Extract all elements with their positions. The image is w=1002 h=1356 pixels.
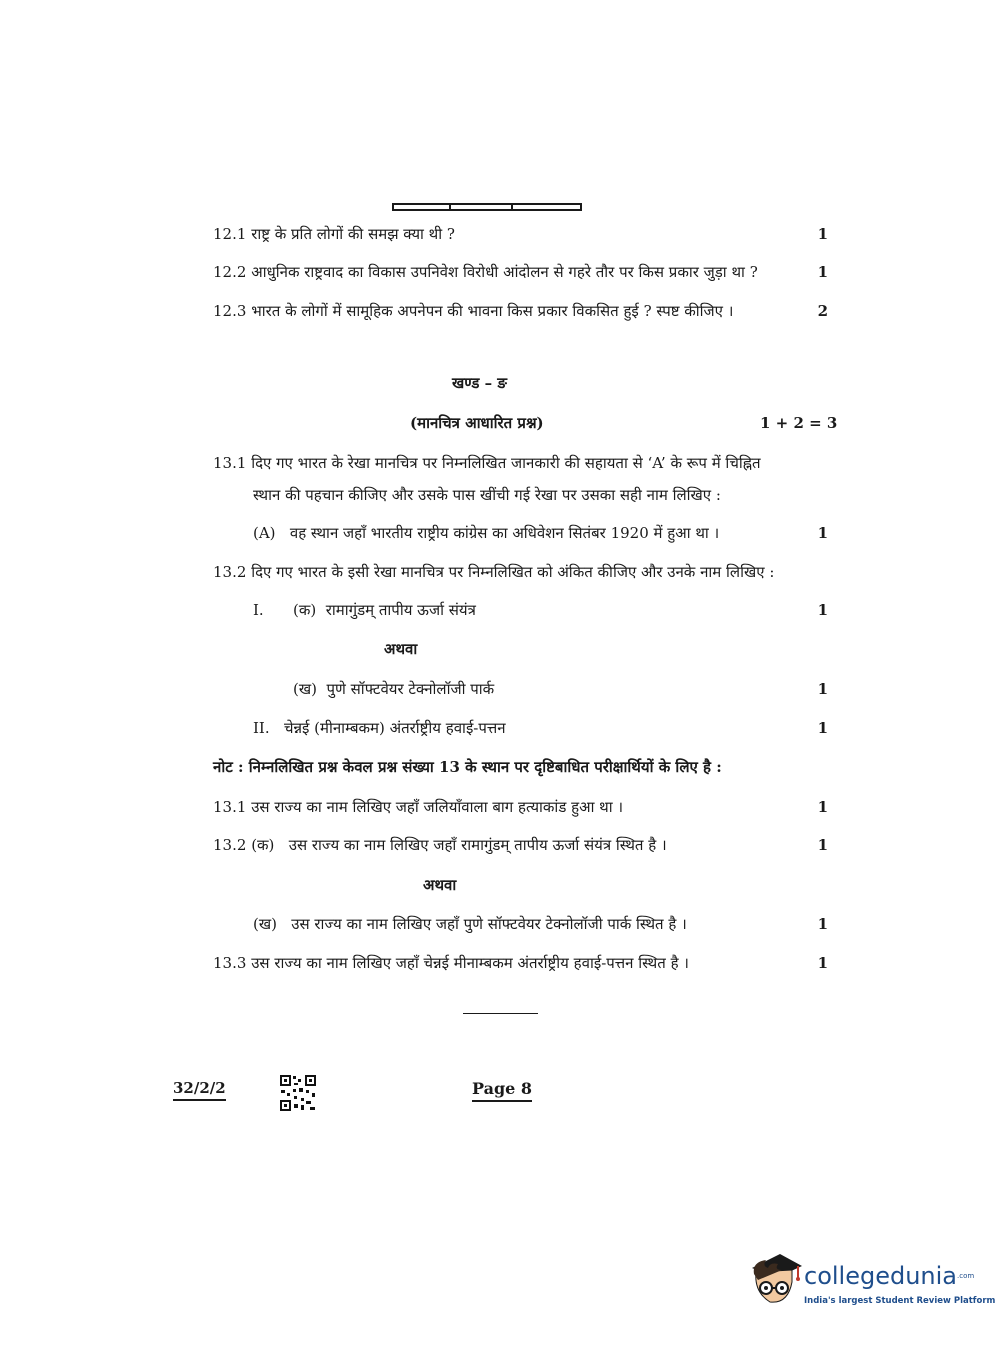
question-number: 12.3 (213, 302, 247, 320)
option-a (253, 523, 719, 543)
option-text: वह स्थान जहाँ भारतीय राष्ट्रीय कांग्रेस का अधिवेशन सितंबर 1920 में हुआ था । (289, 524, 720, 542)
end-rule (463, 1013, 538, 1014)
question-text: आधुनिक राष्ट्रवाद का विकास उपनिवेश विरोधी आंदोलन से गहरे तौर पर किस प्रकार जुड़ा था ? (251, 263, 758, 281)
question-12-3 (213, 301, 733, 321)
option-label: (क) (293, 601, 317, 619)
marks: 1 (817, 601, 828, 619)
marks: 1 (817, 798, 828, 816)
vi-question-13-1 (213, 797, 623, 817)
option-label: (A) (253, 524, 276, 542)
question-number: 13.2 (213, 836, 247, 854)
brand-com: .com (957, 1272, 975, 1280)
qr-code-icon (279, 1074, 317, 1112)
marks: 1 (817, 524, 828, 542)
question-text: दिए गए भारत के रेखा मानचित्र पर निम्नलिखित जानकारी की सहायता से ‘A’ के रूप में चिह्नित (251, 454, 761, 472)
option-ka (293, 600, 476, 620)
or-label: अथवा (384, 640, 418, 658)
section-title: खण्ड – ङ (452, 374, 507, 392)
item-ii (253, 718, 506, 738)
item-text: चेन्नई (मीनाम्बकम) अंतर्राष्ट्रीय हवाई-पत्तन (283, 719, 506, 737)
page-number: Page 8 (472, 1079, 532, 1102)
question-number: 13.2 (213, 563, 247, 581)
option-label: (ख) (293, 680, 317, 698)
marks: 1 (817, 225, 828, 243)
question-number: 12.1 (213, 225, 247, 243)
question-13-1 (213, 453, 761, 473)
question-number: 12.2 (213, 263, 247, 281)
item-label: II. (253, 719, 270, 737)
question-number: 13.3 (213, 954, 247, 972)
paper-code: 32/2/2 (173, 1079, 226, 1101)
header-rule (392, 203, 582, 211)
question-number: 13.1 (213, 798, 247, 816)
question-12-1 (213, 224, 455, 244)
brand-name: collegedunia (804, 1262, 958, 1290)
option-label: (क) (251, 836, 275, 854)
question-text: उस राज्य का नाम लिखिए जहाँ पुणे सॉफ्टवेयर टेक्नोलॉजी पार्क स्थित है । (291, 915, 687, 933)
question-12-2 (213, 262, 758, 282)
question-number: 13.1 (213, 454, 247, 472)
item-i-label: I. (253, 601, 264, 619)
vi-question-13-2 (213, 835, 667, 855)
marks: 1 (817, 680, 828, 698)
or-label: अथवा (423, 876, 457, 894)
collegedunia-brand (804, 1262, 974, 1290)
marks: 1 (817, 263, 828, 281)
question-13-1-line2: स्थान की पहचान कीजिए और उसके पास खींची गई रेखा पर उसका सही नाम लिखिए : (253, 486, 721, 504)
question-text: भारत के लोगों में सामूहिक अपनेपन की भावना किस प्रकार विकसित हुई ? स्पष्ट कीजिए । (251, 302, 734, 320)
question-13-2 (213, 562, 774, 582)
collegedunia-mascot-icon (744, 1248, 804, 1310)
vi-question-13-3 (213, 953, 689, 973)
question-text: उस राज्य का नाम लिखिए जहाँ चेन्नई मीनाम्बकम अंतर्राष्ट्रीय हवाई-पत्तन स्थित है । (251, 954, 689, 972)
question-text: उस राज्य का नाम लिखिए जहाँ जलियाँवाला बाग हत्याकांड हुआ था । (251, 798, 624, 816)
marks: 1 (817, 915, 828, 933)
brand-tagline: India's largest Student Review Platform (804, 1296, 996, 1306)
option-text: रामागुंडम् तापीय ऊर्जा संयंत्र (325, 601, 476, 619)
marks: 1 (817, 719, 828, 737)
option-label: (ख) (253, 915, 277, 933)
marks: 1 (817, 954, 828, 972)
question-text: उस राज्य का नाम लिखिए जहाँ रामागुंडम् तापीय ऊर्जा संयंत्र स्थित है । (288, 836, 667, 854)
marks: 2 (817, 302, 828, 320)
question-text: राष्ट्र के प्रति लोगों की समझ क्या थी ? (251, 225, 455, 243)
vi-option-kha (253, 914, 687, 934)
option-kha (293, 679, 494, 699)
section-subtitle: (मानचित्र आधारित प्रश्न) (410, 414, 544, 432)
note: नोट : निम्नलिखित प्रश्न केवल प्रश्न संख्या 13 के स्थान पर दृष्टिबाधित परीक्षार्थियों के लिए है : (213, 758, 722, 776)
question-text: दिए गए भारत के इसी रेखा मानचित्र पर निम्नलिखित को अंकित कीजिए और उनके नाम लिखिए : (251, 563, 775, 581)
section-marks: 1 + 2 = 3 (760, 414, 838, 432)
marks: 1 (817, 836, 828, 854)
option-text: पुणे सॉफ्टवेयर टेक्नोलॉजी पार्क (326, 680, 495, 698)
